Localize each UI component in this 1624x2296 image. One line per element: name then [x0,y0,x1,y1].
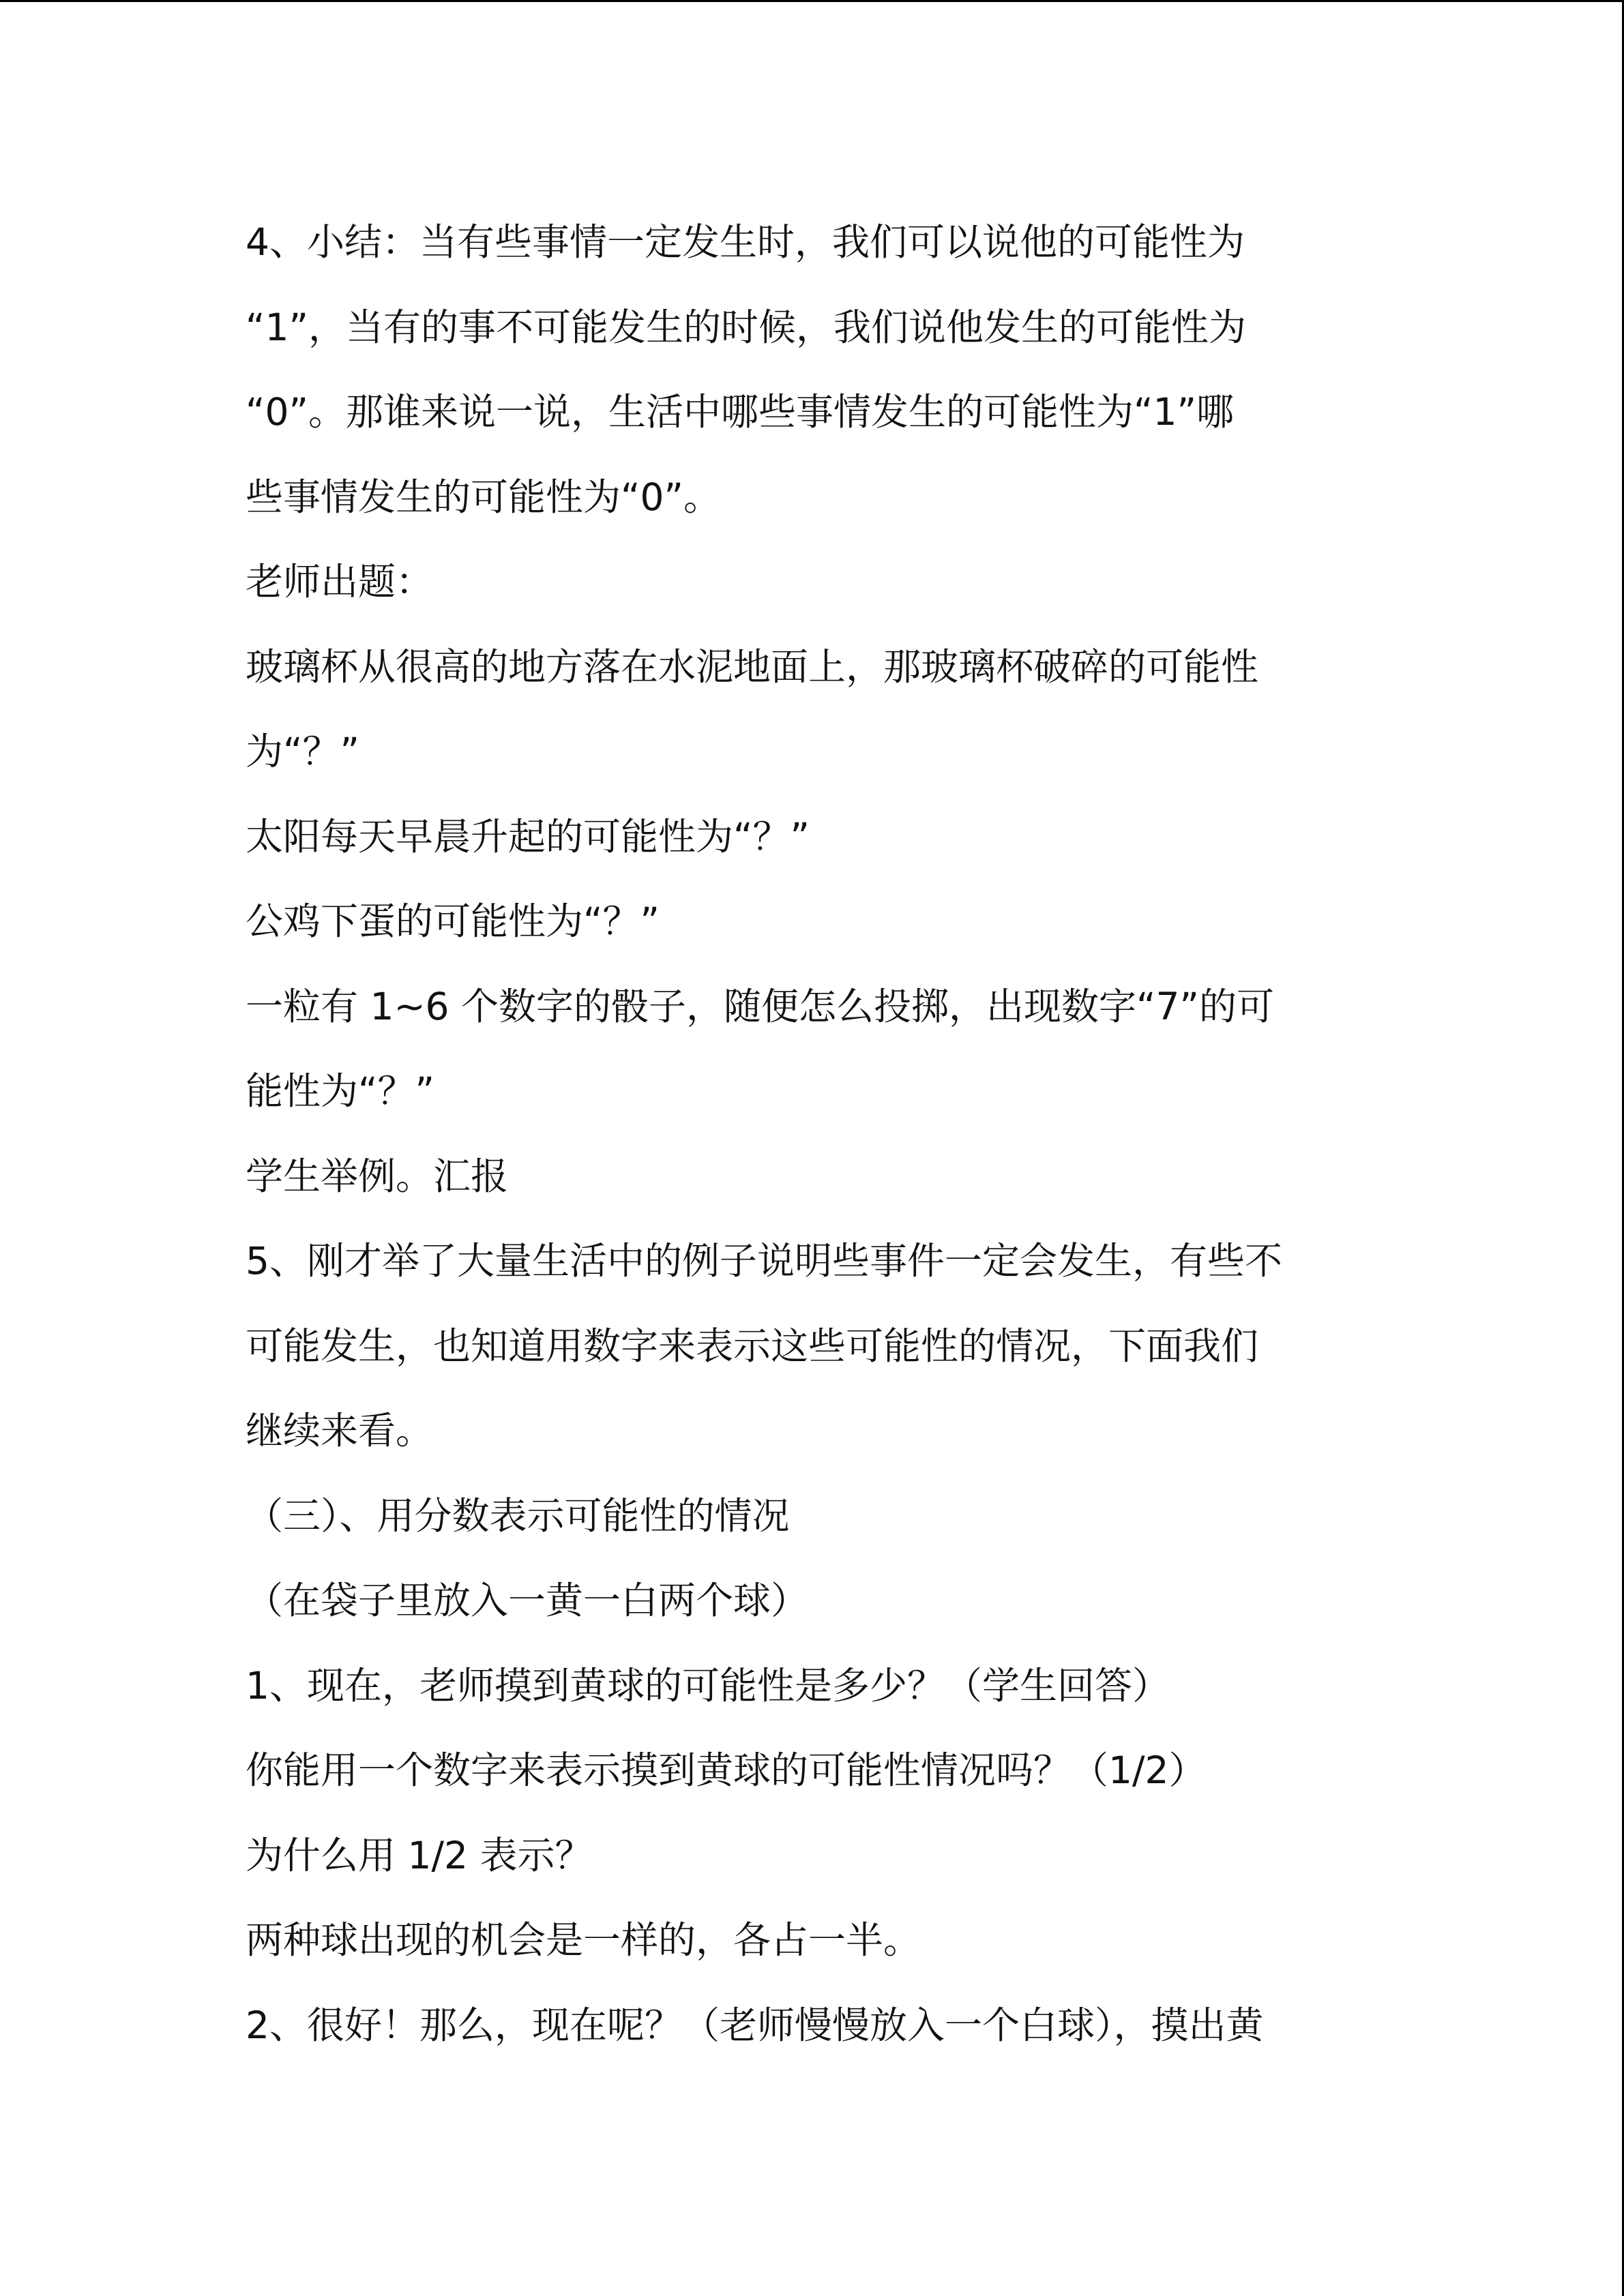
text-line: 一粒有 1~6 个数字的骰子，随便怎么投掷，出现数字“7”的可 [246,984,1275,1028]
document-body [246,200,1391,2068]
text-line: 1、现在，老师摸到黄球的可能性是多少？（学生回答） [246,1663,1170,1708]
text-line: 为什么用 1/2 表示？ [246,1833,593,1877]
text-line: 学生举例。汇报 [246,1154,509,1198]
text-line: 玻璃杯从很高的地方落在水泥地面上，那玻璃杯破碎的可能性 [246,644,1259,689]
text-line: 4、小结：当有些事情一定发生时，我们可以说他的可能性为 [246,220,1245,264]
text-line: 两种球出现的机会是一样的，各占一半。 [246,1918,921,1962]
text-line: 5、刚才举了大量生活中的例子说明些事件一定会发生，有些不 [246,1239,1282,1283]
text-line: 太阳每天早晨升起的可能性为“？” [246,814,810,859]
section-heading: （三）、用分数表示可能性的情况 [246,1493,790,1538]
text-line: “0”。那谁来说一说，生活中哪些事情发生的可能性为“1”哪 [246,390,1234,434]
text-line: 可能发生，也知道用数字来表示这些可能性的情况，下面我们 [246,1324,1259,1368]
text-line: 些事情发生的可能性为“0”。 [246,475,721,519]
text-line: 你能用一个数字来表示摸到黄球的可能性情况吗？（1/2） [246,1748,1207,1792]
text-line: 继续来看。 [246,1409,434,1452]
text-line: 为“？” [246,730,359,773]
text-line: 能性为“？” [246,1069,434,1113]
text-line: 公鸡下蛋的可能性为“？” [246,899,660,943]
text-line: 2、很好！那么，现在呢？（老师慢慢放入一个白球），摸出黄 [246,2003,1264,2047]
text-line: 老师出题： [246,560,434,603]
text-line: “1”，当有的事不可能发生的时候，我们说他发生的可能性为 [246,305,1246,349]
text-line: （在袋子里放入一黄一白两个球） [246,1579,809,1622]
